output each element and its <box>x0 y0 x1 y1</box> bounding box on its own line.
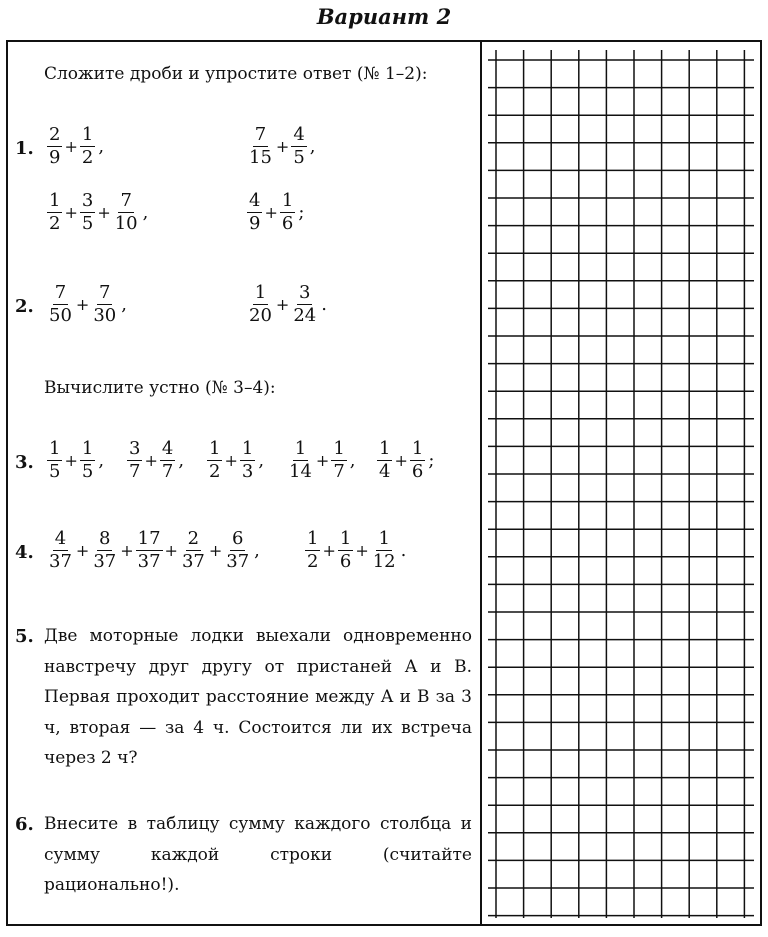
fraction <box>291 284 318 325</box>
numerator: 1 <box>241 438 254 459</box>
plus-sign: + <box>75 295 90 314</box>
numerator: 1 <box>254 282 267 303</box>
plus-sign: + <box>394 451 408 470</box>
punctuation: . <box>400 540 407 561</box>
numerator: 4 <box>54 528 67 549</box>
expression <box>246 284 327 325</box>
denominator: 5 <box>293 147 305 168</box>
numerator: 1 <box>49 438 61 459</box>
fraction <box>113 192 140 233</box>
column-divider <box>480 40 482 926</box>
denominator: 2 <box>81 147 94 168</box>
fraction <box>240 440 255 481</box>
plus-sign: + <box>264 203 278 222</box>
punctuation: ; <box>298 202 305 223</box>
expression <box>246 126 316 167</box>
expression <box>46 440 104 481</box>
task-number-6: 6. <box>15 814 34 835</box>
punctuation: , <box>254 540 260 561</box>
plus-sign: + <box>275 295 290 314</box>
plus-sign: + <box>164 541 178 560</box>
denominator: 5 <box>81 461 94 482</box>
fraction <box>338 530 353 571</box>
numerator: 1 <box>49 190 61 211</box>
denominator: 24 <box>293 305 317 326</box>
task-number-5: 5. <box>15 626 34 647</box>
denominator: 2 <box>49 213 61 234</box>
task-number-4: 4. <box>15 542 34 563</box>
numerator: 1 <box>294 438 307 459</box>
denominator: 3 <box>241 461 254 482</box>
plus-sign: + <box>144 451 158 470</box>
punctuation: , <box>178 450 185 471</box>
fraction <box>80 440 95 481</box>
fraction <box>291 126 306 167</box>
fraction <box>80 192 95 233</box>
numerator: 17 <box>137 528 161 549</box>
expression <box>126 440 184 481</box>
instruction-2: Вычислите устно (№ 3–4): <box>44 378 276 398</box>
numerator: 3 <box>129 438 141 459</box>
plus-sign: + <box>208 541 223 560</box>
numerator: 1 <box>379 438 391 459</box>
numerator: 3 <box>299 282 311 303</box>
fraction <box>371 530 398 571</box>
punctuation: , <box>98 450 105 471</box>
denominator: 30 <box>93 305 117 326</box>
expression <box>376 440 434 481</box>
numerator: 2 <box>49 124 61 145</box>
denominator: 15 <box>249 147 272 168</box>
expression <box>46 192 148 233</box>
numerator: 1 <box>81 124 94 145</box>
denominator: 6 <box>411 461 424 482</box>
numerator: 1 <box>281 190 294 211</box>
numerator: 8 <box>99 528 111 549</box>
plus-sign: + <box>355 541 369 560</box>
task-6-text: Внесите в таблицу сумму каждого столбца и сумму каждой строки (считайте рационально!). <box>44 814 472 895</box>
plus-sign: + <box>120 541 134 560</box>
denominator: 12 <box>372 551 396 572</box>
fraction <box>224 530 251 571</box>
punctuation: , <box>309 136 316 157</box>
expression <box>46 284 127 325</box>
fraction <box>247 192 262 233</box>
expression <box>246 192 304 233</box>
denominator: 7 <box>161 461 174 482</box>
denominator: 37 <box>93 551 117 572</box>
punctuation: , <box>121 294 127 315</box>
numerator: 1 <box>307 528 319 549</box>
fraction <box>377 440 392 481</box>
expression <box>304 530 406 571</box>
plus-sign: + <box>64 137 78 156</box>
punctuation: , <box>258 450 265 471</box>
denominator: 37 <box>137 551 161 572</box>
task-5-text: Две моторные лодки выехали одновременно навстречу друг другу от пристаней А и В. Первая проходит расстояние между А и В за 3 ч, вторая — за 4 ч. Состоится ли их встреча через 2 ч? <box>44 626 472 768</box>
numerator: 7 <box>254 124 267 145</box>
denominator: 2 <box>307 551 319 572</box>
numerator: 1 <box>411 438 424 459</box>
denominator: 6 <box>339 551 352 572</box>
fraction <box>247 284 274 325</box>
fraction <box>47 284 74 325</box>
fraction <box>127 440 142 481</box>
fraction <box>287 440 314 481</box>
denominator: 2 <box>209 461 221 482</box>
punctuation: , <box>349 450 356 471</box>
fraction <box>280 192 295 233</box>
plus-sign: + <box>64 203 78 222</box>
denominator: 9 <box>49 147 61 168</box>
punctuation: ; <box>428 450 435 471</box>
numerator: 4 <box>293 124 305 145</box>
denominator: 9 <box>249 213 261 234</box>
denominator: 7 <box>129 461 141 482</box>
fraction <box>207 440 222 481</box>
fraction <box>91 284 118 325</box>
task-number-3: 3. <box>15 452 34 473</box>
task-number-2: 2. <box>15 296 34 317</box>
fraction <box>47 192 62 233</box>
punctuation: , <box>98 136 105 157</box>
plus-sign: + <box>97 203 111 222</box>
plus-sign: + <box>315 451 330 470</box>
denominator: 5 <box>49 461 61 482</box>
squared-paper-grid <box>488 50 754 918</box>
numerator: 4 <box>161 438 174 459</box>
denominator: 7 <box>333 461 345 482</box>
numerator: 4 <box>249 190 261 211</box>
fraction <box>91 530 118 571</box>
fraction <box>47 440 62 481</box>
fraction <box>305 530 320 571</box>
numerator: 7 <box>54 282 67 303</box>
variant-title: Вариант 2 <box>316 4 452 29</box>
expression <box>46 126 104 167</box>
denominator: 37 <box>49 551 72 572</box>
denominator: 14 <box>289 461 312 482</box>
numerator: 2 <box>187 528 200 549</box>
numerator: 1 <box>333 438 345 459</box>
denominator: 4 <box>379 461 391 482</box>
numerator: 6 <box>231 528 244 549</box>
expression <box>46 530 260 571</box>
denominator: 10 <box>114 213 138 234</box>
plus-sign: + <box>275 137 290 156</box>
numerator: 1 <box>209 438 221 459</box>
plus-sign: + <box>64 451 78 470</box>
numerator: 1 <box>81 438 94 459</box>
denominator: 5 <box>81 213 94 234</box>
numerator: 7 <box>120 190 132 211</box>
numerator: 1 <box>339 528 352 549</box>
fraction <box>410 440 425 481</box>
fraction <box>136 530 163 571</box>
fraction <box>47 530 74 571</box>
fraction <box>80 126 95 167</box>
numerator: 1 <box>378 528 390 549</box>
numerator: 3 <box>81 190 94 211</box>
plus-sign: + <box>224 451 238 470</box>
plus-sign: + <box>322 541 336 560</box>
expression <box>206 440 264 481</box>
denominator: 37 <box>181 551 205 572</box>
plus-sign: + <box>75 541 90 560</box>
instruction-1: Сложите дроби и упростите ответ (№ 1–2): <box>44 64 428 84</box>
fraction <box>47 126 62 167</box>
punctuation: . <box>321 294 327 315</box>
fraction <box>160 440 175 481</box>
expression <box>286 440 356 481</box>
denominator: 50 <box>49 305 72 326</box>
numerator: 7 <box>99 282 111 303</box>
fraction <box>247 126 274 167</box>
punctuation: , <box>142 202 149 223</box>
denominator: 6 <box>281 213 294 234</box>
denominator: 20 <box>249 305 272 326</box>
task-number-1: 1. <box>15 138 34 159</box>
fraction <box>331 440 346 481</box>
denominator: 37 <box>226 551 250 572</box>
fraction <box>180 530 207 571</box>
